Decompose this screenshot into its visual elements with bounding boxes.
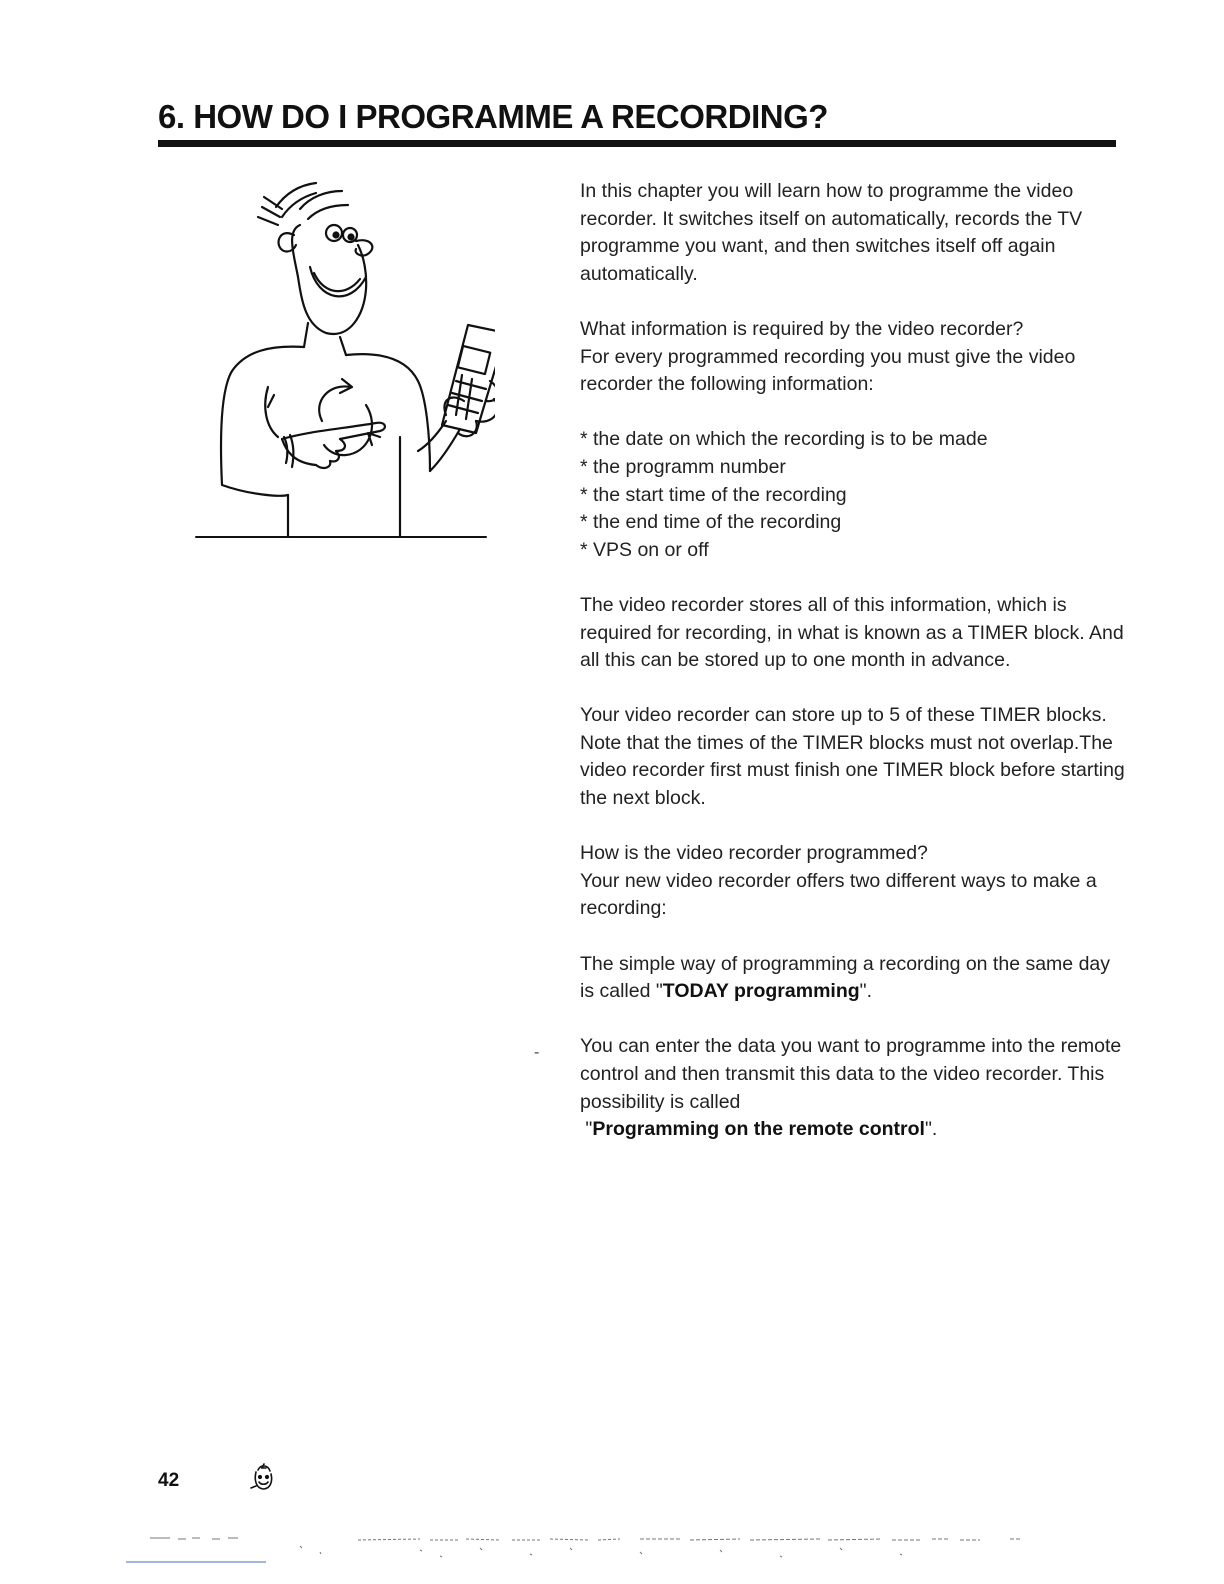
body-text-column	[580, 178, 1125, 1171]
info-text: For every programmed recording you must give the video recorder the following information:	[580, 345, 1076, 396]
today-paragraph	[580, 951, 1125, 1006]
timer-limit-paragraph: Your video recorder can store up to 5 of these TIMER blocks. Note that the times of the TIMER blocks must not overlap.The video recorder first must finish one TIMER block before starting the next block.	[580, 704, 1125, 810]
how-text: Your new video recorder offers two different ways to make a recording:	[580, 869, 1097, 920]
remote-paragraph	[580, 1033, 1125, 1143]
title-underline	[158, 140, 1116, 147]
scan-artifact-line	[120, 1530, 1040, 1570]
remote-suffix: ".	[924, 1118, 938, 1141]
remote-term: Programming on the remote control	[592, 1118, 925, 1141]
info-question: What information is required by the video recorder?	[580, 317, 1024, 340]
list-item: * the start time of the recording	[580, 483, 847, 506]
how-question: How is the video recorder programmed?	[580, 842, 928, 865]
list-item: * VPS on or off	[580, 538, 709, 561]
info-paragraph	[580, 316, 1125, 399]
today-term: TODAY programming	[662, 980, 860, 1003]
face-icon	[248, 1462, 278, 1494]
list-item: * the end time of the recording	[580, 511, 842, 534]
how-paragraph	[580, 840, 1125, 923]
remote-prefix: You can enter the data you want to programme into the remote control and then transmit this data to the video recorder. This possibility is called	[580, 1035, 1122, 1113]
page-number: 42	[158, 1470, 180, 1491]
margin-mark: -	[534, 1044, 540, 1061]
timer-block-paragraph: The video recorder stores all of this information, which is required for recording, in what is known as a TIMER block. And all this can be stored up to one month in advance.	[580, 593, 1124, 672]
remote-quote-open: "	[585, 1118, 593, 1141]
list-item: * the date on which the recording is to be made	[580, 428, 988, 451]
page-title: 6. HOW DO I PROGRAMME A RECORDING?	[158, 98, 828, 135]
intro-paragraph: In this chapter you will learn how to programme the video recorder. It switches itself on automatically, records the TV programme you want, and then switches itself off again automatically.	[580, 180, 1083, 285]
requirements-list	[580, 426, 1125, 564]
cartoon-man-with-remote-icon	[190, 175, 495, 550]
today-suffix: ".	[859, 980, 872, 1003]
today-prefix: The simple way of programming a recording on the same day is called "	[580, 952, 1111, 1003]
list-item: * the programm number	[580, 455, 786, 478]
